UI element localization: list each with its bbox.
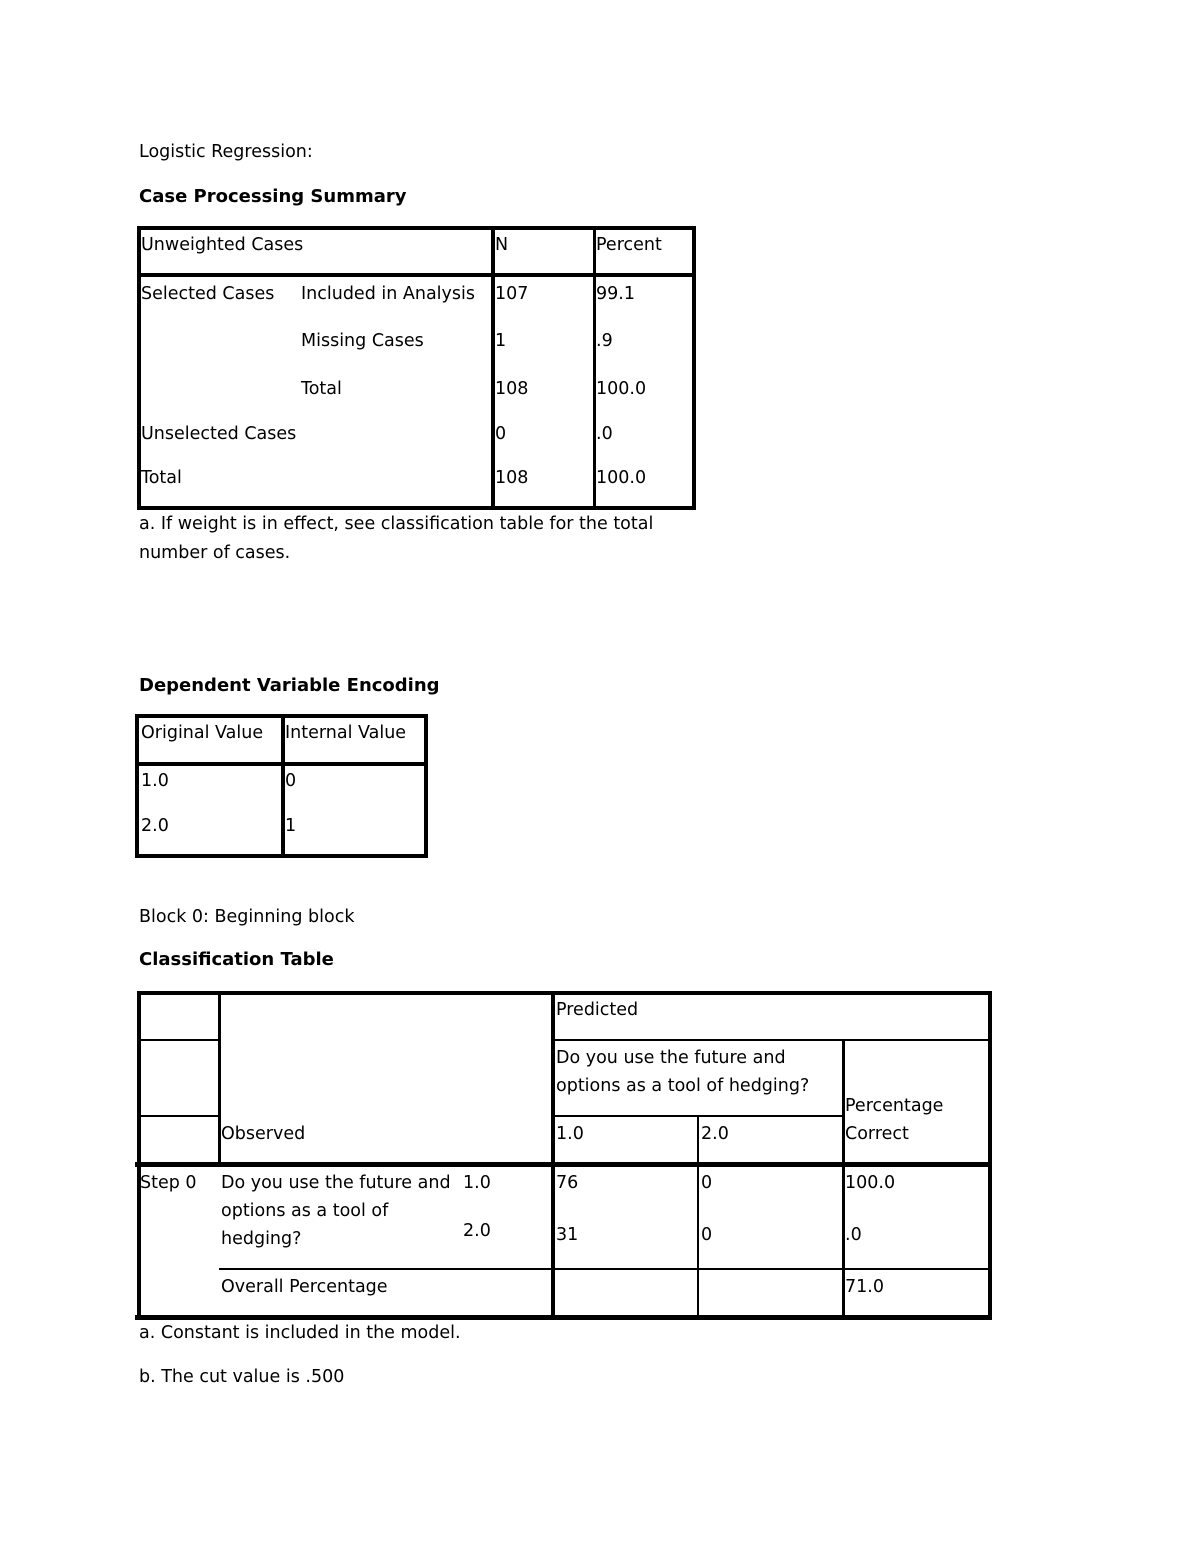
intro-label: Logistic Regression: — [139, 142, 313, 162]
header-internal-value: Internal Value — [285, 723, 407, 743]
row-label: options as a tool of — [221, 1201, 389, 1221]
header-percent: Percent — [596, 235, 662, 255]
table-border — [135, 1162, 992, 1167]
encoding-internal: 0 — [285, 771, 297, 791]
encoding-original: 1.0 — [141, 771, 169, 791]
header-percentage-correct: Percentage — [845, 1096, 944, 1116]
table-border — [424, 714, 428, 858]
header-col-2: 2.0 — [701, 1124, 729, 1144]
classification-footnote: b. The cut value is .500 — [139, 1367, 345, 1387]
header-n: N — [495, 235, 509, 255]
row-n: 108 — [495, 468, 529, 488]
overall-pct: 71.0 — [845, 1277, 884, 1297]
row-sub-label: Total — [301, 379, 342, 399]
encoding-original: 2.0 — [141, 816, 169, 836]
table-border — [135, 1315, 992, 1320]
classification-title: Classification Table — [139, 949, 334, 970]
header-predicted: Predicted — [556, 1000, 639, 1020]
cell-c2: 0 — [701, 1173, 713, 1193]
block-label: Block 0: Beginning block — [139, 907, 355, 927]
table-border — [137, 991, 141, 1320]
row-value: 2.0 — [463, 1221, 491, 1241]
table-border — [139, 1115, 221, 1117]
table-border — [988, 991, 992, 1320]
row-value: 1.0 — [463, 1173, 491, 1193]
cell-c1: 76 — [556, 1173, 579, 1193]
table-border — [553, 1115, 845, 1117]
header-percentage-correct: Correct — [845, 1124, 909, 1144]
step-label: Step 0 — [140, 1173, 197, 1193]
case-summary-footnote: number of cases. — [139, 543, 291, 563]
table-border — [553, 1039, 990, 1041]
table-border — [137, 273, 696, 277]
overall-label: Overall Percentage — [221, 1277, 388, 1297]
cell-c1: 31 — [556, 1225, 579, 1245]
table-border — [551, 991, 555, 1320]
header-col-1: 1.0 — [556, 1124, 584, 1144]
table-border — [137, 226, 696, 230]
row-label: Do you use the future and — [221, 1173, 451, 1193]
cell-pct: .0 — [845, 1225, 862, 1245]
row-group-label: Selected Cases — [141, 284, 275, 304]
case-summary-footnote: a. If weight is in effect, see classification table for the total — [139, 514, 654, 534]
row-group-label: Total — [141, 468, 182, 488]
table-border — [219, 1268, 990, 1270]
header-question: Do you use the future and — [556, 1048, 786, 1068]
row-n: 0 — [495, 424, 507, 444]
row-n: 107 — [495, 284, 529, 304]
row-percent: 100.0 — [596, 468, 647, 488]
row-n: 1 — [495, 331, 507, 351]
encoding-title: Dependent Variable Encoding — [139, 675, 440, 696]
table-border — [139, 1039, 221, 1041]
row-percent: .0 — [596, 424, 613, 444]
case-summary-title: Case Processing Summary — [139, 186, 407, 207]
row-percent: 99.1 — [596, 284, 635, 304]
cell-pct: 100.0 — [845, 1173, 896, 1193]
row-label: hedging? — [221, 1229, 302, 1249]
table-border — [692, 226, 696, 510]
row-percent: 100.0 — [596, 379, 647, 399]
header-original-value: Original Value — [141, 723, 264, 743]
table-border — [135, 714, 139, 858]
header-question: options as a tool of hedging? — [556, 1076, 810, 1096]
row-n: 108 — [495, 379, 529, 399]
classification-footnote: a. Constant is included in the model. — [139, 1323, 461, 1343]
header-observed: Observed — [221, 1124, 306, 1144]
table-border — [137, 506, 696, 510]
row-group-label: Unselected Cases — [141, 424, 297, 444]
table-border — [697, 1115, 699, 1320]
row-percent: .9 — [596, 331, 613, 351]
row-sub-label: Missing Cases — [301, 331, 424, 351]
encoding-internal: 1 — [285, 816, 297, 836]
cell-c2: 0 — [701, 1225, 713, 1245]
header-unweighted-cases: Unweighted Cases — [141, 235, 304, 255]
table-border — [137, 991, 992, 995]
row-sub-label: Included in Analysis — [301, 284, 475, 304]
